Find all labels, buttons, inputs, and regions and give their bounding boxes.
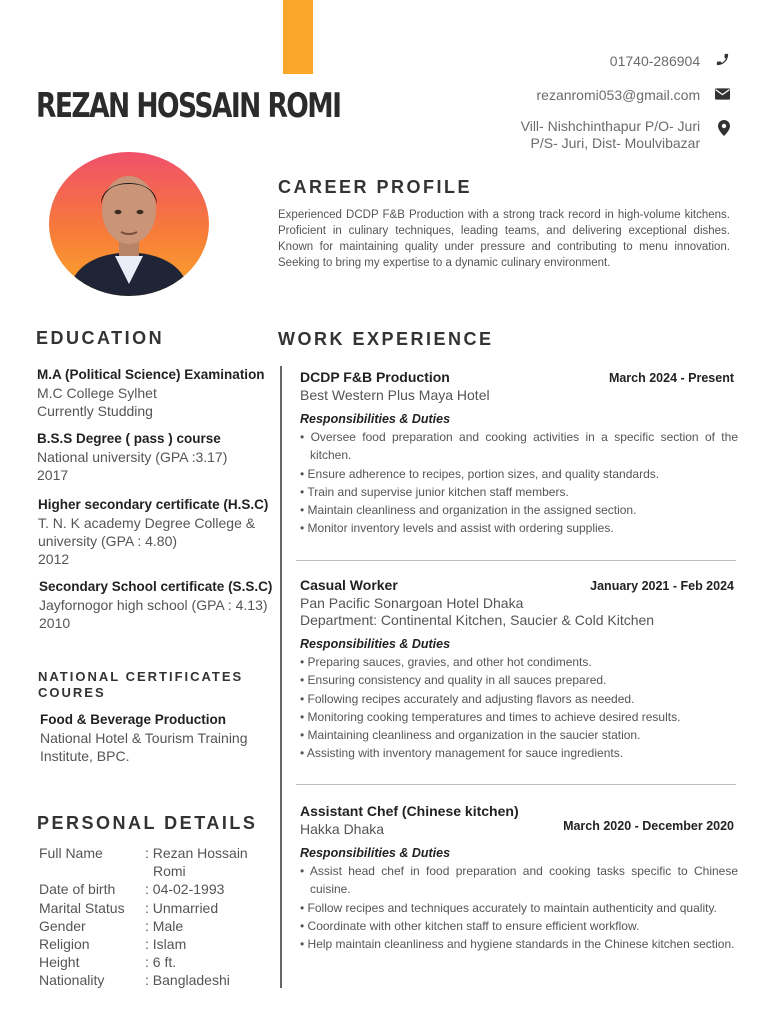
- career-heading: CAREER PROFILE: [278, 177, 473, 197]
- responsibilities-label: Responsibilities & Duties: [300, 846, 451, 860]
- list-item: • Oversee food preparation and cooking activities in a specific section of the kitchen.: [300, 428, 738, 465]
- job-org: Hakka Dhaka: [300, 821, 385, 837]
- job-date: January 2021 - Feb 2024: [590, 579, 734, 593]
- envelope-icon: [714, 87, 730, 104]
- address-line-1: Vill- Nishchinthapur P/O- Juri: [520, 118, 701, 134]
- education-item-ssc: Secondary School certificate (S.S.C) Jayfornogor high school (GPA : 4.13) 2010: [39, 579, 273, 631]
- national-certificate-item: Food & Beverage Production National Hotel & Tourism Training Institute, BPC.: [40, 712, 248, 764]
- list-item: • Coordinate with other kitchen staff to ensure efficient workflow.: [300, 917, 738, 935]
- responsibilities-label: Responsibilities & Duties: [300, 412, 451, 426]
- personal-row: Date of birth : 04-02-1993: [39, 881, 225, 898]
- duties-list: [300, 862, 738, 953]
- address-line-2: P/S- Juri, Dist- Moulvibazar: [530, 135, 701, 151]
- list-item: • Ensure adherence to recipes, portion sizes, and quality standards.: [300, 465, 738, 483]
- contact-email: [537, 86, 731, 104]
- list-item: • Maintain cleanliness and organization in the assigned section.: [300, 501, 738, 519]
- list-item: • Following recipes accurately and adjusting flavors as needed.: [300, 690, 738, 708]
- personal-row: Marital Status : Unmarried: [39, 899, 219, 916]
- section-separator: [296, 784, 736, 785]
- list-item: • Monitor inventory levels and assist with ordering supplies.: [300, 519, 738, 537]
- column-divider: [280, 366, 282, 988]
- phone-icon: [714, 52, 730, 71]
- duties-list: [300, 653, 738, 763]
- national-certificates-heading: NATIONAL CERTIFICATES COURES: [38, 669, 244, 700]
- job-org: Best Western Plus Maya Hotel: [300, 387, 490, 403]
- job-title: DCDP F&B Production: [300, 369, 450, 385]
- list-item: • Assist head chef in food preparation and cooking tasks specific to Chinese cuisine.: [300, 862, 738, 899]
- personal-row: Height : 6 ft.: [39, 954, 177, 971]
- job-date: March 2020 - December 2020: [563, 819, 734, 833]
- career-text: Experienced DCDP F&B Production with a strong track record in high-volume kitchens. Proficient in culinary techniques, leading teams, and delivering exceptional dishes. Known for maintaining quality under pressure and contributing to menu innovation. Seeking to bring my expertise to a dynamic culinary environment.: [278, 209, 730, 269]
- duties-list: [300, 428, 738, 538]
- list-item: • Follow recipes and techniques accurately to maintain authenticity and quality.: [300, 899, 738, 917]
- job-entry-casual-worker: [300, 577, 738, 763]
- job-title: Assistant Chef (Chinese kitchen): [300, 803, 519, 819]
- education-item-ma: M.A (Political Science) Examination M.C College Sylhet Currently Studding: [37, 367, 265, 419]
- list-item: • Monitoring cooking temperatures and times to achieve desired results.: [300, 708, 738, 726]
- list-item: • Ensuring consistency and quality in all sauces prepared.: [300, 671, 738, 689]
- responsibilities-label: Responsibilities & Duties: [300, 637, 451, 651]
- list-item: • Assisting with inventory management for sauce ingredients.: [300, 744, 738, 762]
- job-entry-dcdp: [300, 369, 738, 538]
- section-separator: [296, 560, 736, 561]
- list-item: • Preparing sauces, gravies, and other hot condiments.: [300, 653, 738, 671]
- work-experience-heading: WORK EXPERIENCE: [278, 329, 494, 349]
- list-item: • Help maintain cleanliness and hygiene standards in the Chinese kitchen section.: [300, 935, 738, 953]
- personal-details-table: [39, 844, 255, 990]
- email-text: rezanromi053@gmail.com: [536, 86, 701, 103]
- personal-row: Nationality : Bangladeshi: [39, 972, 230, 989]
- personal-row: Religion : Islam: [39, 936, 187, 953]
- phone-text: 01740-286904: [609, 53, 701, 69]
- contact-phone: [610, 52, 730, 71]
- accent-bar: [283, 0, 313, 74]
- map-marker-icon: [714, 120, 730, 140]
- candidate-name: REZAN HOSSAIN ROMI: [36, 86, 341, 126]
- job-department: Department: Continental Kitchen, Saucier & Cold Kitchen: [300, 612, 655, 628]
- profile-photo: [49, 152, 209, 296]
- job-entry-assistant-chef: [300, 803, 738, 953]
- personal-row: Full Name : Rezan Hossain Romi: [39, 845, 248, 880]
- personal-details-heading: PERSONAL DETAILS: [37, 813, 258, 833]
- education-item-hsc: Higher secondary certificate (H.S.C) T. N. K academy Degree College & university (GPA : 4.80) 2012: [38, 497, 269, 567]
- personal-row: Gender : Male: [39, 917, 184, 934]
- job-org: Pan Pacific Sonargoan Hotel Dhaka: [300, 595, 524, 611]
- job-title: Casual Worker: [300, 577, 398, 593]
- education-item-bss: B.S.S Degree ( pass ) course National university (GPA :3.17) 2017: [37, 431, 228, 483]
- education-heading: EDUCATION: [36, 328, 165, 348]
- contact-address: [521, 118, 730, 152]
- job-date: March 2024 - Present: [608, 371, 734, 385]
- list-item: • Train and supervise junior kitchen staff members.: [300, 483, 738, 501]
- list-item: • Maintaining cleanliness and organization in the saucier station.: [300, 726, 738, 744]
